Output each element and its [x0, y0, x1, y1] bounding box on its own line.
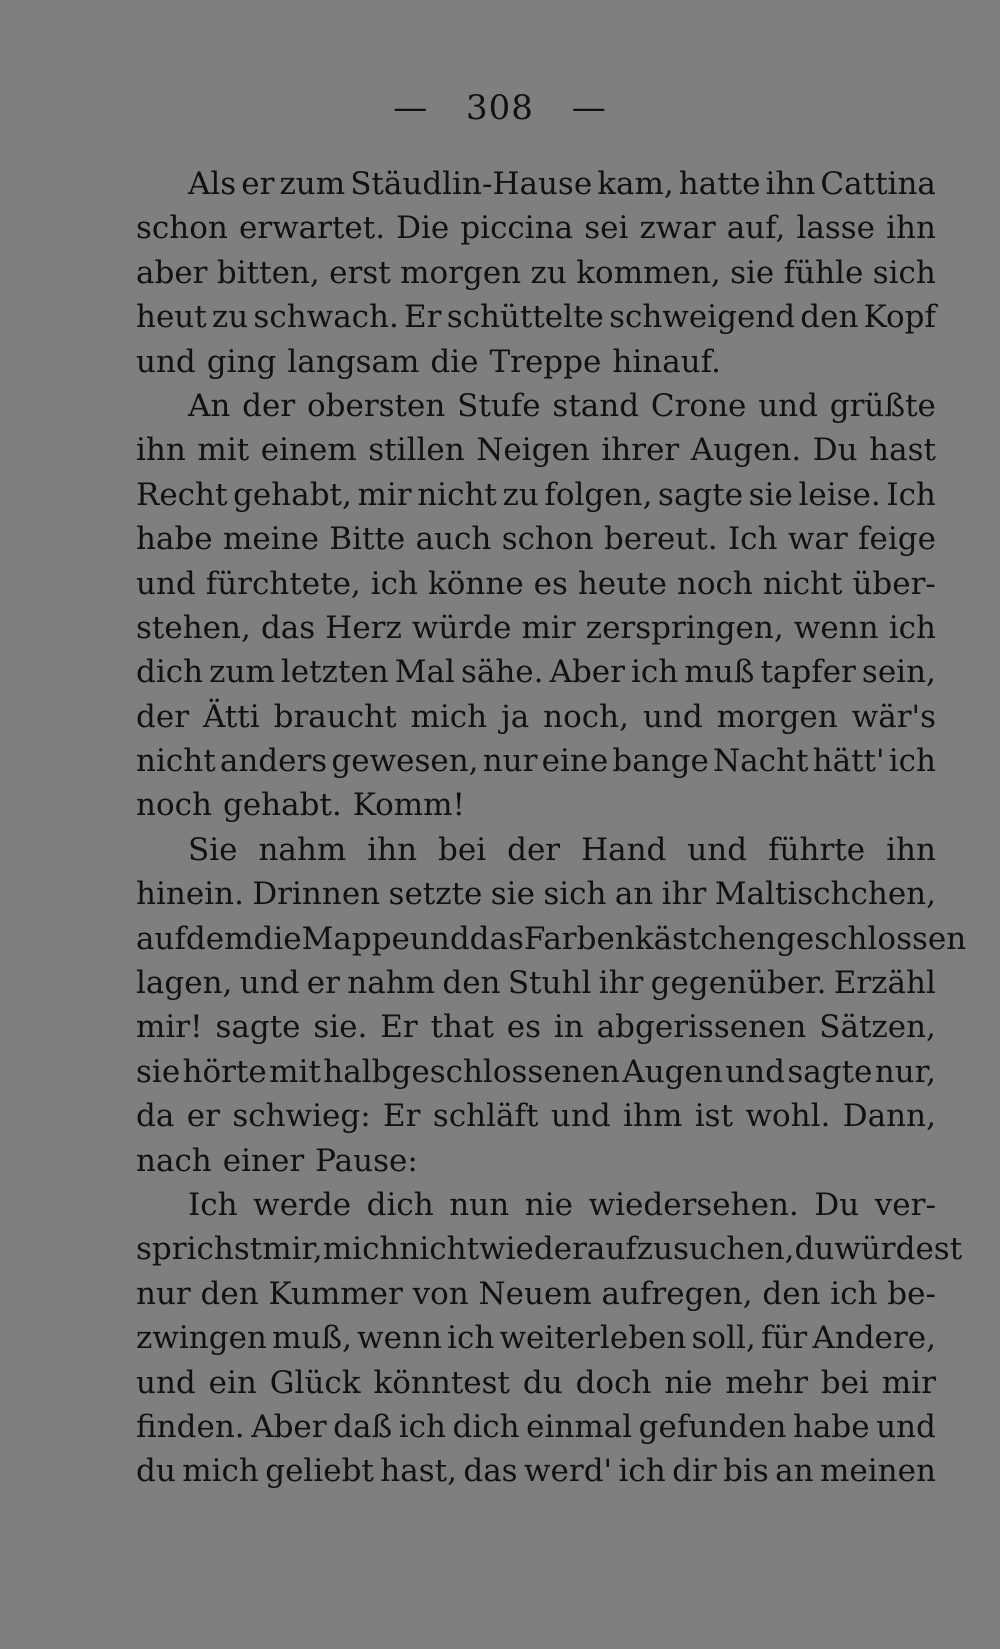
- word: schon: [136, 210, 228, 247]
- word: soll,: [691, 1320, 756, 1357]
- word: die: [253, 920, 302, 957]
- word: erst: [329, 254, 391, 291]
- word: ich: [888, 743, 936, 780]
- word: geliebt: [265, 1453, 374, 1490]
- word: Treppe: [489, 343, 602, 380]
- word: sprichst: [136, 1231, 263, 1268]
- word: du: [522, 1364, 563, 1401]
- word: ich: [631, 654, 679, 691]
- word: stillen: [368, 432, 465, 469]
- word: ihn: [886, 831, 936, 868]
- word: wieder: [479, 1231, 587, 1268]
- word: nahm: [258, 831, 347, 868]
- word: und: [136, 343, 196, 380]
- word: mir!: [136, 1009, 203, 1046]
- word: wiedersehen.: [588, 1186, 799, 1223]
- word: Er: [380, 1009, 418, 1046]
- word: ihm: [623, 1098, 683, 1135]
- word: lagen,: [136, 965, 233, 1002]
- word: sei: [584, 210, 629, 247]
- word: einem: [260, 432, 357, 469]
- word: Mal: [394, 654, 455, 691]
- word: sich: [543, 876, 607, 913]
- word: Er: [404, 299, 442, 336]
- word: zu: [530, 254, 567, 291]
- word: Hand: [581, 831, 667, 868]
- word: bitten,: [216, 254, 320, 291]
- word: langsam: [287, 343, 420, 380]
- word: es: [533, 565, 568, 602]
- word: Crone: [650, 387, 747, 424]
- text-line: [136, 828, 936, 872]
- word: aufzusuchen,: [586, 1231, 795, 1268]
- word: schläft: [432, 1098, 539, 1135]
- word: schon: [501, 521, 594, 558]
- word: Aber: [251, 1408, 327, 1445]
- word: zum: [209, 654, 275, 691]
- text-line: [136, 251, 936, 295]
- word: und: [642, 698, 703, 735]
- text-line: [136, 872, 936, 916]
- word: heute: [577, 565, 667, 602]
- word: wär's: [851, 698, 936, 735]
- page-number-header: [0, 88, 1000, 128]
- word: Stäudlin-Hause: [350, 166, 593, 202]
- word: könne: [427, 565, 524, 602]
- word: von: [412, 1275, 469, 1312]
- word: da: [136, 1098, 175, 1135]
- word: du: [794, 1231, 835, 1268]
- word: ich: [830, 1275, 878, 1312]
- word: den: [200, 1275, 259, 1312]
- word: tapfer: [760, 654, 856, 691]
- word: folgen,: [544, 476, 653, 513]
- word: aber: [136, 254, 208, 291]
- word: Sie: [188, 831, 238, 868]
- word: ihn: [765, 166, 816, 202]
- word: muß,: [272, 1320, 352, 1357]
- word: sie: [136, 1053, 181, 1090]
- word: zerspringen,: [585, 609, 784, 646]
- word: schwieg:: [232, 1098, 371, 1135]
- word: dir: [672, 1453, 717, 1490]
- word: über-: [852, 565, 936, 602]
- word: nicht: [417, 476, 497, 513]
- text-line: [136, 1405, 936, 1449]
- word: weiterleben: [499, 1320, 687, 1357]
- word: Drinnen: [252, 876, 381, 913]
- word: Neuem: [478, 1275, 592, 1312]
- word: ging: [206, 343, 277, 380]
- text-line: [136, 162, 936, 206]
- word: wenn: [793, 609, 879, 646]
- word: mir: [521, 609, 576, 646]
- word: würdest: [834, 1231, 963, 1268]
- word: dich: [452, 1408, 520, 1445]
- word: schüttelte: [446, 299, 604, 336]
- word: ich: [398, 1408, 446, 1445]
- word: ihr: [598, 965, 644, 1002]
- word: lasse: [796, 210, 875, 247]
- word: morgen: [716, 698, 838, 735]
- word: der: [136, 698, 190, 735]
- text-line: [136, 1361, 936, 1405]
- word: ihr: [661, 876, 707, 913]
- word: ich: [618, 1453, 666, 1490]
- word: nicht: [136, 743, 216, 780]
- word: nur: [136, 1275, 191, 1312]
- word: dem: [185, 920, 254, 957]
- word: Stufe: [457, 387, 541, 424]
- word: dich: [136, 654, 204, 691]
- text-line: [136, 384, 936, 428]
- word: dich: [366, 1186, 434, 1223]
- word: letzten: [280, 654, 389, 691]
- word: gewesen,: [331, 743, 479, 780]
- text-line: [136, 206, 936, 250]
- word: nach: [136, 1142, 212, 1179]
- text-line: [136, 783, 936, 827]
- word: schwach.: [253, 299, 399, 336]
- word: leise.: [798, 476, 881, 513]
- text-line: [136, 428, 936, 472]
- word: an: [614, 876, 654, 913]
- word: bis: [723, 1453, 769, 1490]
- word: Erzähl: [833, 965, 936, 1002]
- word: und: [758, 387, 818, 424]
- word: bereut.: [603, 521, 718, 558]
- word: einmal: [526, 1408, 633, 1445]
- word: geschlossen: [776, 920, 967, 957]
- word: an: [775, 1453, 814, 1490]
- word: Du: [814, 1186, 860, 1223]
- word: gegenüber.: [650, 965, 827, 1002]
- word: nicht: [762, 565, 843, 602]
- word: in: [553, 1009, 584, 1046]
- word: er: [241, 166, 275, 202]
- word: mich: [410, 698, 488, 735]
- text-line: [136, 562, 936, 606]
- word: zwingen: [136, 1320, 267, 1357]
- word: sähe.: [460, 654, 544, 691]
- word: braucht: [273, 698, 397, 735]
- word: finden.: [136, 1408, 245, 1445]
- word: noch,: [543, 698, 629, 735]
- text-line: [136, 606, 936, 650]
- word: bange: [612, 743, 709, 780]
- word: ist: [694, 1098, 734, 1135]
- word: Die: [396, 210, 450, 247]
- word: das: [260, 609, 316, 646]
- word: nun: [449, 1186, 510, 1223]
- word: er: [306, 965, 340, 1002]
- word: könntest: [373, 1364, 510, 1401]
- word: Nacht: [713, 743, 809, 780]
- text-line: [136, 695, 936, 739]
- word: zu: [211, 299, 249, 336]
- word: morgen: [400, 254, 522, 291]
- word: zum: [279, 166, 346, 202]
- word: Ich: [727, 521, 778, 558]
- word: Als: [188, 166, 237, 202]
- word: Du: [812, 432, 858, 469]
- word: nie: [664, 1364, 713, 1401]
- word: Augen: [622, 1053, 723, 1090]
- word: habe: [792, 1408, 870, 1445]
- word: muß: [684, 654, 755, 691]
- word: der: [242, 387, 296, 424]
- text-line: [136, 1449, 936, 1493]
- word: und: [409, 920, 470, 957]
- word: hatte: [678, 166, 761, 202]
- word: gehabt.: [222, 787, 342, 824]
- word: sagte: [215, 1009, 301, 1046]
- word: bei: [438, 831, 487, 868]
- word: sein,: [861, 654, 936, 691]
- word: du: [136, 1453, 176, 1490]
- word: sie.: [313, 1009, 368, 1046]
- word: heut: [136, 299, 207, 336]
- word: stehen,: [136, 609, 251, 646]
- text-line: [136, 295, 936, 339]
- text-line: [136, 961, 936, 1005]
- word: würde: [411, 609, 512, 646]
- text-line: [136, 1183, 936, 1227]
- word: mir: [357, 476, 412, 513]
- word: und: [876, 1408, 936, 1445]
- word: Ich: [188, 1186, 238, 1223]
- word: kam,: [597, 166, 674, 202]
- word: An: [188, 387, 231, 424]
- word: für: [760, 1320, 808, 1357]
- text-line: [136, 1272, 936, 1316]
- word: Herz: [325, 609, 402, 646]
- word: nicht: [399, 1231, 480, 1268]
- text-line: [136, 650, 936, 694]
- word: war: [787, 521, 848, 558]
- word: hinauf.: [612, 343, 721, 380]
- word: hätt': [812, 743, 885, 780]
- word: mehr: [725, 1364, 808, 1401]
- word: ihn: [136, 432, 186, 469]
- text-line: [136, 1316, 936, 1360]
- text-line: [136, 517, 936, 561]
- word: mit: [269, 1053, 321, 1090]
- word: Stuhl: [507, 965, 592, 1002]
- word: noch: [676, 565, 753, 602]
- text-line: [136, 1094, 936, 1138]
- word: aufregen,: [601, 1275, 753, 1312]
- word: ver-: [874, 1186, 936, 1223]
- word: sagte: [787, 1053, 873, 1090]
- word: mich: [322, 1231, 400, 1268]
- word: halbgeschlossenen: [323, 1053, 620, 1090]
- page-number: 308: [466, 88, 534, 128]
- word: habe: [136, 521, 213, 558]
- word: zu: [502, 476, 539, 513]
- word: grüßte: [829, 387, 936, 424]
- word: einer: [222, 1142, 305, 1179]
- word: Mappe: [301, 920, 410, 957]
- word: führte: [768, 831, 866, 868]
- word: meinen: [819, 1453, 936, 1490]
- word: Pause:: [315, 1142, 418, 1179]
- body-text: [136, 162, 967, 1494]
- word: wohl.: [745, 1098, 831, 1135]
- word: eine: [541, 743, 609, 780]
- word: fürchtete,: [205, 565, 361, 602]
- word: werd': [524, 1453, 613, 1490]
- word: piccina: [460, 210, 574, 247]
- word: den: [800, 299, 859, 336]
- word: doch: [575, 1364, 652, 1401]
- word: und: [136, 565, 196, 602]
- word: hörte: [182, 1053, 267, 1090]
- word: er: [186, 1098, 220, 1135]
- word: den: [762, 1275, 821, 1312]
- word: Sätzen,: [819, 1009, 936, 1046]
- word: Aber: [549, 654, 625, 691]
- word: be-: [887, 1275, 936, 1312]
- word: hast: [869, 432, 936, 469]
- word: auf: [136, 920, 186, 957]
- word: werde: [253, 1186, 352, 1223]
- word: nur,: [874, 1053, 936, 1090]
- word: gefunden: [638, 1408, 787, 1445]
- word: zwar: [639, 210, 716, 247]
- word: ihn: [886, 210, 936, 247]
- text-line: [136, 1005, 936, 1049]
- text-line: [136, 1050, 936, 1094]
- word: es: [506, 1009, 542, 1046]
- word: Farbenkästchen: [523, 920, 777, 957]
- word: Recht: [136, 476, 228, 513]
- word: Ätti: [202, 698, 260, 735]
- word: noch: [136, 787, 212, 824]
- word: auch: [415, 521, 492, 558]
- word: ein: [208, 1364, 257, 1401]
- word: nie: [524, 1186, 574, 1223]
- word: that: [430, 1009, 494, 1046]
- page-number-dash-right: —: [571, 88, 607, 128]
- word: sie: [748, 476, 793, 513]
- word: und: [239, 965, 300, 1002]
- word: hinein.: [136, 876, 244, 913]
- word: anders: [219, 743, 328, 780]
- word: nahm: [347, 965, 436, 1002]
- word: mir,: [262, 1231, 323, 1268]
- word: bei: [820, 1364, 869, 1401]
- word: obersten: [306, 387, 446, 424]
- word: ich: [888, 609, 936, 646]
- word: Neigen: [476, 432, 590, 469]
- word: auf,: [726, 210, 786, 247]
- word: mit: [197, 432, 250, 469]
- word: ich: [447, 1320, 495, 1357]
- word: stand: [552, 387, 640, 424]
- word: nur: [482, 743, 538, 780]
- word: Andere,: [812, 1320, 936, 1357]
- word: kommen,: [576, 254, 721, 291]
- word: ich: [370, 565, 418, 602]
- word: Maltischchen,: [714, 876, 936, 913]
- word: daß: [333, 1408, 393, 1445]
- word: ja: [501, 698, 530, 735]
- word: Augen.: [690, 432, 802, 469]
- word: abgerissenen: [596, 1009, 807, 1046]
- word: gehabt,: [233, 476, 352, 513]
- word: das: [469, 920, 524, 957]
- word: Kummer: [268, 1275, 403, 1312]
- word: sie: [730, 254, 775, 291]
- word: das: [463, 1453, 518, 1490]
- text-line: [136, 340, 936, 384]
- text-line: [136, 739, 936, 783]
- word: den: [442, 965, 501, 1002]
- word: und: [725, 1053, 785, 1090]
- word: Er: [383, 1098, 421, 1135]
- word: Komm!: [352, 787, 466, 824]
- word: mir: [881, 1364, 936, 1401]
- word: ihrer: [601, 432, 680, 469]
- word: feige: [858, 521, 936, 558]
- text-line: [136, 1139, 936, 1183]
- word: und: [687, 831, 748, 868]
- word: Cattina: [820, 166, 936, 202]
- word: Dann,: [842, 1098, 936, 1135]
- word: sagte: [658, 476, 744, 513]
- word: mich: [182, 1453, 259, 1490]
- page-number-dash-left: —: [393, 88, 429, 128]
- word: Glück: [269, 1364, 361, 1401]
- word: sich: [872, 254, 936, 291]
- word: und: [550, 1098, 611, 1135]
- word: wenn: [357, 1320, 442, 1357]
- word: schweigend: [609, 299, 796, 336]
- text-line: [136, 917, 967, 961]
- word: der: [507, 831, 561, 868]
- word: fühle: [783, 254, 864, 291]
- word: erwartet.: [238, 210, 386, 247]
- word: Ich: [886, 476, 936, 513]
- word: sie: [490, 876, 535, 913]
- word: Bitte: [329, 521, 406, 558]
- word: setzte: [388, 876, 483, 913]
- word: und: [136, 1364, 196, 1401]
- text-line: [136, 473, 936, 517]
- word: meine: [222, 521, 319, 558]
- word: ihn: [367, 831, 418, 868]
- word: die: [430, 343, 479, 380]
- word: hast,: [380, 1453, 457, 1490]
- text-line: [136, 1227, 963, 1271]
- word: Kopf: [863, 299, 936, 336]
